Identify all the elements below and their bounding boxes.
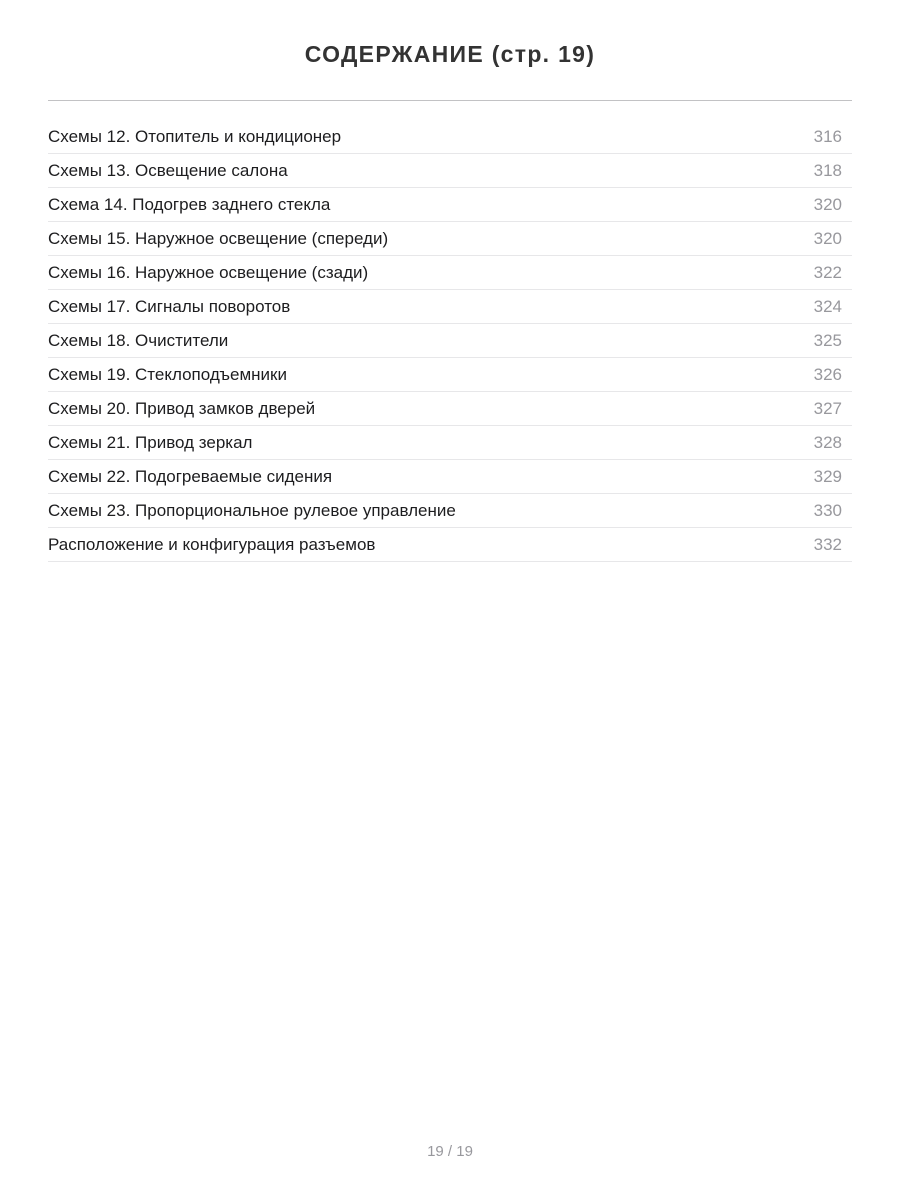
toc-entry-page-number: 326 (813, 364, 842, 384)
toc-row[interactable] (48, 358, 852, 392)
toc-row[interactable] (48, 290, 852, 324)
toc-entry-page-number: 316 (813, 126, 842, 146)
toc-entry-page-number: 318 (813, 160, 842, 180)
toc-entry-label: Схемы 19. Стеклоподъемники (48, 364, 287, 384)
toc-entry-page-number: 332 (813, 534, 842, 554)
toc-entry-label: Схемы 22. Подогреваемые сидения (48, 466, 333, 486)
toc-row[interactable] (48, 324, 852, 358)
toc-entry-label: Схемы 18. Очистители (48, 330, 229, 350)
toc-row[interactable] (48, 494, 852, 528)
toc-row[interactable] (48, 460, 852, 494)
toc-row[interactable] (48, 154, 852, 188)
toc-entry-label: Схемы 17. Сигналы поворотов (48, 296, 291, 316)
toc-entry-page-number: 325 (813, 330, 842, 350)
toc-row[interactable] (48, 392, 852, 426)
toc-entry-label: Схемы 13. Освещение салона (48, 160, 288, 180)
toc-row[interactable] (48, 528, 852, 562)
toc-row[interactable] (48, 120, 852, 154)
toc-row[interactable] (48, 222, 852, 256)
toc-entry-label: Схемы 20. Привод замков дверей (48, 398, 316, 418)
toc-entry-label: Схемы 15. Наружное освещение (спереди) (48, 228, 389, 248)
toc-entry-page-number: 322 (813, 262, 842, 282)
toc-entry-label: Схемы 12. Отопитель и кондиционер (48, 126, 342, 146)
toc-entry-page-number: 329 (813, 466, 842, 486)
page-title: СОДЕРЖАНИЕ (стр. 19) (304, 41, 596, 67)
toc-entry-page-number: 320 (813, 228, 842, 248)
toc-entry-page-number: 330 (813, 500, 842, 520)
toc-entry-label: Схема 14. Подогрев заднего стекла (48, 194, 331, 214)
toc-entry-label: Схемы 23. Пропорциональное рулевое управление (48, 500, 456, 520)
toc-row[interactable] (48, 188, 852, 222)
toc-entry-label: Схемы 16. Наружное освещение (сзади) (48, 262, 369, 282)
toc-entry-page-number: 328 (813, 432, 842, 452)
toc-entry-page-number: 320 (813, 194, 842, 214)
page-number-indicator: 19 / 19 (427, 1143, 473, 1160)
toc-entry-page-number: 327 (813, 398, 842, 418)
toc-row[interactable] (48, 426, 852, 460)
toc-row[interactable] (48, 256, 852, 290)
toc-entry-page-number: 324 (813, 296, 842, 316)
title-divider (48, 100, 852, 101)
toc-entry-label: Расположение и конфигурация разъемов (48, 534, 376, 554)
toc-list (48, 120, 852, 562)
toc-entry-label: Схемы 21. Привод зеркал (48, 432, 253, 452)
